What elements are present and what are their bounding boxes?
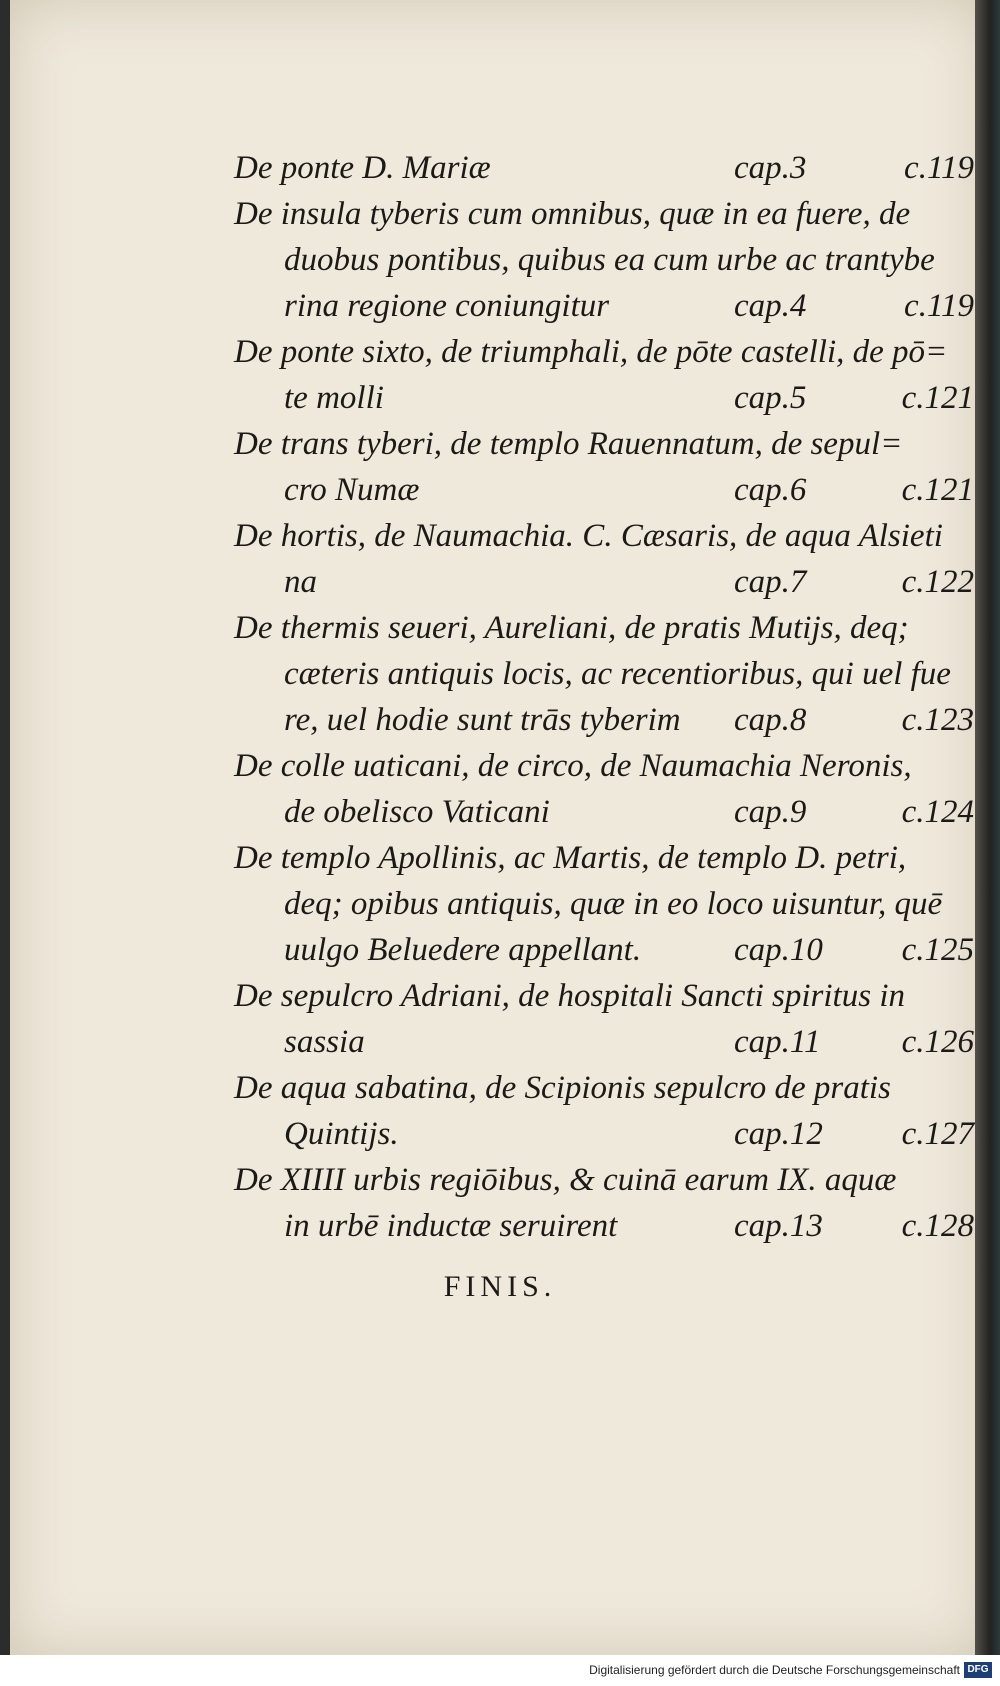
finis-label: FINIS.: [443, 1270, 557, 1303]
toc-line: [234, 1157, 974, 1203]
toc-entry-text: Quintijs.: [284, 1116, 399, 1152]
page-number: c.119: [904, 288, 974, 324]
toc-entry-text: re, uel hodie sunt trās tyberim: [284, 702, 681, 738]
toc-line: [234, 881, 974, 927]
toc-line: [234, 191, 974, 237]
toc-entry-text: De templo Apollinis, ac Martis, de templo D. petri,: [234, 840, 907, 876]
toc-entry-text: rina regione coniungitur: [284, 288, 610, 324]
toc-entry-text: na: [284, 564, 317, 600]
toc-entry: [234, 191, 974, 329]
toc-entry: [234, 421, 974, 513]
toc-entry: [234, 973, 974, 1065]
toc-line: [234, 1065, 974, 1111]
toc-line: [234, 927, 974, 973]
toc-entry-text: te molli: [284, 380, 384, 416]
toc-line: [234, 237, 974, 283]
toc-entry: [234, 329, 974, 421]
chapter-number: cap.9: [734, 794, 807, 830]
toc-entry-text: cro Numæ: [284, 472, 420, 508]
toc-line: [234, 375, 974, 421]
toc-entry-text: De ponte D. Mariæ: [234, 150, 491, 186]
chapter-number: cap.10: [734, 932, 823, 968]
toc-entry: [234, 513, 974, 605]
chapter-number: cap.3: [734, 150, 807, 186]
toc-entry: [234, 743, 974, 835]
toc-entry-text: De trans tyberi, de templo Rauennatum, de sepul=: [234, 426, 903, 462]
toc-line: [234, 283, 974, 329]
toc-line: [234, 1019, 974, 1065]
chapter-number: cap.8: [734, 702, 807, 738]
page-number: c.128: [901, 1208, 974, 1244]
toc-entry-text: uulgo Beluedere appellant.: [284, 932, 642, 968]
toc-line: [234, 743, 974, 789]
chapter-number: cap.13: [734, 1208, 823, 1244]
toc-line: [234, 697, 974, 743]
toc-entry: [234, 145, 974, 191]
page-number: c.121: [901, 380, 974, 416]
toc-line: [234, 973, 974, 1019]
toc-line: [234, 145, 974, 191]
book-edge: [975, 0, 1000, 1655]
toc-entry: [234, 835, 974, 973]
toc-line: [234, 1203, 974, 1249]
dfg-logo: DFG: [964, 1662, 992, 1678]
page-number: c.119: [904, 150, 974, 186]
toc-entry-text: in urbē inductæ seruirent: [284, 1208, 618, 1244]
toc-entry: [234, 605, 974, 743]
toc-line: [234, 835, 974, 881]
page-number: c.125: [901, 932, 974, 968]
toc-entry-text: duobus pontibus, quibus ea cum urbe ac trantybe: [284, 242, 935, 278]
page-number: c.124: [901, 794, 974, 830]
toc-entry-text: De hortis, de Naumachia. C. Cæsaris, de aqua Alsieti: [234, 518, 943, 554]
toc-entry-text: de obelisco Vaticani: [284, 794, 550, 830]
toc-line: [234, 513, 974, 559]
toc-entry-text: De insula tyberis cum omnibus, quæ in ea fuere, de: [234, 196, 911, 232]
toc-line: [234, 467, 974, 513]
toc-entry-text: De thermis seueri, Aureliani, de pratis Mutijs, deq;: [234, 610, 909, 646]
toc-line: [234, 1111, 974, 1157]
page-number: c.122: [901, 564, 974, 600]
toc-entry-text: deq; opibus antiquis, quæ in eo loco uisuntur, quē: [284, 886, 943, 922]
toc-entry-text: De aqua sabatina, de Scipionis sepulcro de pratis: [234, 1070, 891, 1106]
toc-entry-text: sassia: [284, 1024, 365, 1060]
toc-entry-text: De XIIII urbis regiōibus, & cuinā earum IX. aquæ: [234, 1162, 897, 1198]
chapter-number: cap.6: [734, 472, 807, 508]
toc-line: [234, 559, 974, 605]
toc-line: [234, 605, 974, 651]
table-of-contents: [234, 145, 974, 1249]
chapter-number: cap.4: [734, 288, 807, 324]
toc-entry: [234, 1065, 974, 1157]
chapter-number: cap.5: [734, 380, 807, 416]
toc-line: [234, 329, 974, 375]
toc-line: [234, 651, 974, 697]
toc-entry-text: De sepulcro Adriani, de hospitali Sancti spiritus in: [234, 978, 905, 1014]
page-number: c.121: [901, 472, 974, 508]
toc-entry-text: De colle uaticani, de circo, de Naumachia Neronis,: [234, 748, 912, 784]
digitization-credit: Digitalisierung gefördert durch die Deutsche Forschungsgemeinschaft: [589, 1663, 960, 1677]
page-number: c.126: [901, 1024, 974, 1060]
chapter-number: cap.11: [734, 1024, 821, 1060]
toc-line: [234, 421, 974, 467]
toc-line: [234, 789, 974, 835]
chapter-number: cap.7: [734, 564, 807, 600]
page-number: c.127: [901, 1116, 974, 1152]
chapter-number: cap.12: [734, 1116, 823, 1152]
page-number: c.123: [901, 702, 974, 738]
toc-entry-text: cæteris antiquis locis, ac recentioribus, qui uel fue: [284, 656, 951, 692]
toc-entry: [234, 1157, 974, 1249]
toc-entry-text: De ponte sixto, de triumphali, de pōte castelli, de pō=: [234, 334, 948, 370]
